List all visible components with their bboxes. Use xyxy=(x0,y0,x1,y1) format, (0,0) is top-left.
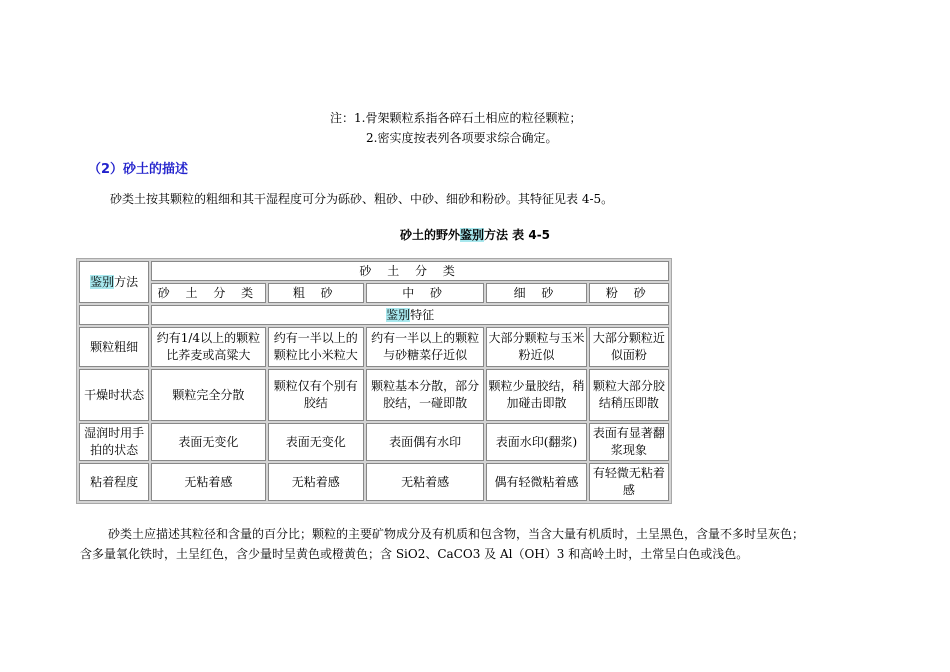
table-cell: 无粘着感 xyxy=(366,463,484,501)
row-label: 干燥时状态 xyxy=(79,369,149,421)
table-title xyxy=(0,226,950,243)
table-cell: 表面无变化 xyxy=(268,423,364,461)
note-line-2: 2.密实度按表列各项要求综合确定。 xyxy=(366,131,558,145)
table-row xyxy=(79,423,669,461)
table-cell: 颗粒完全分散 xyxy=(151,369,265,421)
row-label: 粘着程度 xyxy=(79,463,149,501)
intro-paragraph: 砂类土按其颗粒的粗细和其干湿程度可分为砾砂、粗砂、中砂、细砂和粉砂。其特征见表 4-5。 xyxy=(110,192,614,206)
table-cell: 约有一半以上的颗粒比小米粒大 xyxy=(268,327,364,367)
table-cell: 无粘着感 xyxy=(268,463,364,501)
table-row xyxy=(79,369,669,421)
sand-identification-table xyxy=(76,258,672,504)
table-title-post: 方法 表 4-5 xyxy=(483,228,551,242)
col-header-coarse-sand: 粗 砂 xyxy=(268,283,364,303)
row-label: 颗粒粗细 xyxy=(79,327,149,367)
table-cell: 大部分颗粒近似面粉 xyxy=(589,327,669,367)
table-cell: 无粘着感 xyxy=(151,463,265,501)
table-cell: 表面无变化 xyxy=(151,423,265,461)
table-cell: 约有一半以上的颗粒与砂糖菜仔近似 xyxy=(366,327,484,367)
table-row xyxy=(79,327,669,367)
feature-header-spacer xyxy=(79,305,149,325)
table-cell: 颗粒大部分胶结稍压即散 xyxy=(589,369,669,421)
table-cell: 颗粒少量胶结，稍加碰击即散 xyxy=(486,369,586,421)
section-title: （2）砂土的描述 xyxy=(88,162,189,177)
table-row xyxy=(79,463,669,501)
table-cell: 表面水印(翻浆) xyxy=(486,423,586,461)
table-cell: 颗粒基本分散，部分胶结，一碰即散 xyxy=(366,369,484,421)
feature-header-highlight: 鉴别 xyxy=(386,307,411,322)
feature-header-rest: 特征 xyxy=(410,307,435,322)
feature-header xyxy=(151,305,669,325)
table-cell: 偶有轻微粘着感 xyxy=(486,463,586,501)
table-cell: 表面偶有水印 xyxy=(366,423,484,461)
row-label: 湿润时用手拍的状态 xyxy=(79,423,149,461)
method-header xyxy=(79,261,149,303)
classification-header: 砂 土 分 类 xyxy=(151,261,669,281)
table-cell: 颗粒仅有个别有胶结 xyxy=(268,369,364,421)
col-header-gravel-sand: 砂 土 分 类 xyxy=(151,283,265,303)
col-header-fine-sand: 细 砂 xyxy=(486,283,586,303)
method-header-highlight: 鉴别 xyxy=(90,274,115,289)
description-line-1: 砂类土应描述其粒径和含量的百分比；颗粒的主要矿物成分及有机质和包含物，当含大量有机质时，土呈黑色，含量不多时呈灰色； xyxy=(108,527,805,541)
table-title-pre: 砂土的野外 xyxy=(399,228,460,242)
description-paragraph xyxy=(80,524,880,564)
table-cell: 有轻微无粘着感 xyxy=(589,463,669,501)
table-note xyxy=(330,108,581,148)
note-line-1: 注：1.骨架颗粒系指各碎石土相应的粒径颗粒； xyxy=(330,111,582,125)
table-title-highlight: 鉴别 xyxy=(459,228,484,242)
col-header-medium-sand: 中 砂 xyxy=(366,283,484,303)
description-line-2: 含多量氧化铁时，土呈红色，含少量时呈黄色或橙黄色；含 SiO2、CaCO3 及 Al（OH）3 和高岭土时，土常呈白色或浅色。 xyxy=(80,547,749,561)
method-header-rest: 方法 xyxy=(114,274,139,289)
table-cell: 表面有显著翻浆现象 xyxy=(589,423,669,461)
col-header-silt-sand: 粉 砂 xyxy=(589,283,669,303)
table-cell: 大部分颗粒与玉米粉近似 xyxy=(486,327,586,367)
table-cell: 约有1/4以上的颗粒比荞麦或高粱大 xyxy=(151,327,265,367)
